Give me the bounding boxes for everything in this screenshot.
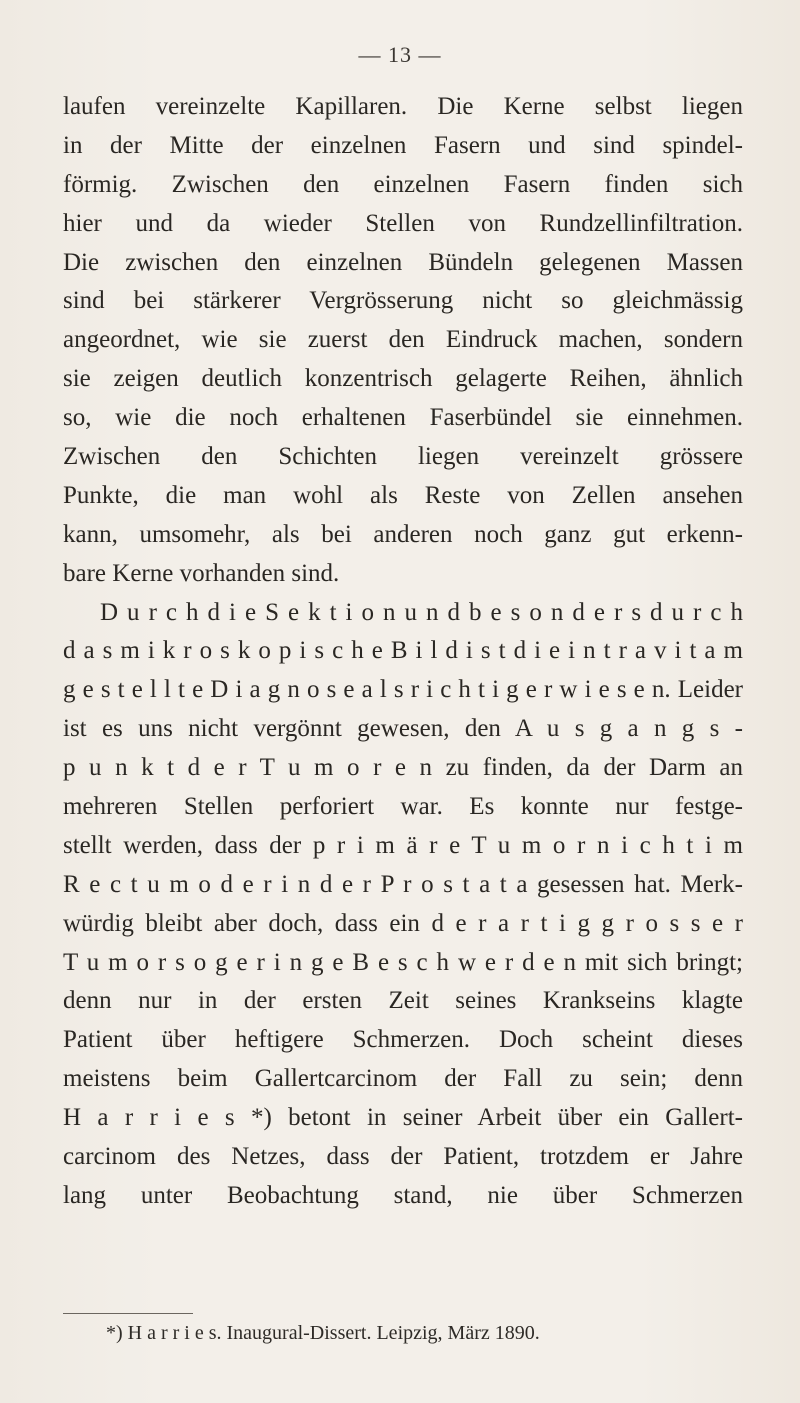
text-line: in der Mitte der einzelnen Fasern und sind spindel- (63, 131, 743, 159)
text-line: sie zeigen deutlich konzentrisch gelagerte Reihen, ähnlich (63, 365, 743, 393)
text-line: Zwischen den Schichten liegen vereinzelt grössere (63, 443, 743, 471)
text-line: stellt werden, dass der p r i m ä r e T u m o r n i c h t i m (63, 831, 743, 859)
text-line: denn nur in der ersten Zeit seines Krankseins klagte (63, 987, 743, 1015)
text-line: H a r r i e s *) betont in seiner Arbeit über ein Gallert- (63, 1104, 743, 1132)
text-line: p u n k t d e r T u m o r e n zu finden, da der Darm an (63, 754, 743, 782)
text-line: Patient über heftigere Schmerzen. Doch scheint dieses (63, 1026, 743, 1054)
text-line: würdig bleibt aber doch, dass ein d e r a r t i g g r o s s e r (63, 909, 743, 937)
text-line: hier und da wieder Stellen von Rundzellinfiltration. (63, 209, 743, 237)
text-line: bare Kerne vorhanden sind. (63, 559, 340, 587)
footnote-divider (63, 1313, 193, 1314)
text-line: laufen vereinzelte Kapillaren. Die Kerne selbst liegen (63, 93, 743, 120)
footnote: *) H a r r i e s. Inaugural-Dissert. Leipzig, März 1890. (106, 1322, 540, 1344)
text-line: Die zwischen den einzelnen Bündeln gelegenen Massen (63, 248, 743, 276)
text-line: so, wie die noch erhaltenen Faserbündel sie einnehmen. (63, 404, 743, 432)
text-line: meistens beim Gallertcarcinom der Fall zu sein; denn (63, 1065, 743, 1093)
text-line: lang unter Beobachtung stand, nie über Schmerzen (63, 1181, 743, 1209)
text-line: förmig. Zwischen den einzelnen Fasern finden sich (63, 170, 743, 198)
text-line: D u r c h d i e S e k t i o n u n d b e s o n d e r s d u r c h (100, 598, 743, 626)
text-line: carcinom des Netzes, dass der Patient, trotzdem er Jahre (63, 1143, 743, 1171)
text-line: g e s t e l l t e D i a g n o s e a l s r i c h t i g e r w i e s e n. Leider (63, 676, 743, 704)
page-number: — 13 — (358, 42, 442, 67)
text-line: sind bei stärkerer Vergrösserung nicht so gleichmässig (63, 287, 743, 315)
text-line: ist es uns nicht vergönnt gewesen, den A u s g a n g s - (63, 715, 743, 743)
text-line: mehreren Stellen perforiert war. Es konnte nur festge- (63, 793, 743, 821)
text-line: T u m o r s o g e r i n g e B e s c h w e r d e n mit sich bringt; (63, 948, 743, 976)
text-line: d a s m i k r o s k o p i s c h e B i l d i s t d i e i n t r a v i t a m (63, 637, 743, 665)
body-text (63, 88, 743, 1216)
text-line: R e c t u m o d e r i n d e r P r o s t a t a gesessen hat. Merk- (63, 870, 743, 898)
text-line: angeordnet, wie sie zuerst den Eindruck machen, sondern (63, 326, 743, 354)
text-line: Punkte, die man wohl als Reste von Zellen ansehen (63, 481, 743, 509)
text-line: kann, umsomehr, als bei anderen noch ganz gut erkenn- (63, 520, 743, 548)
